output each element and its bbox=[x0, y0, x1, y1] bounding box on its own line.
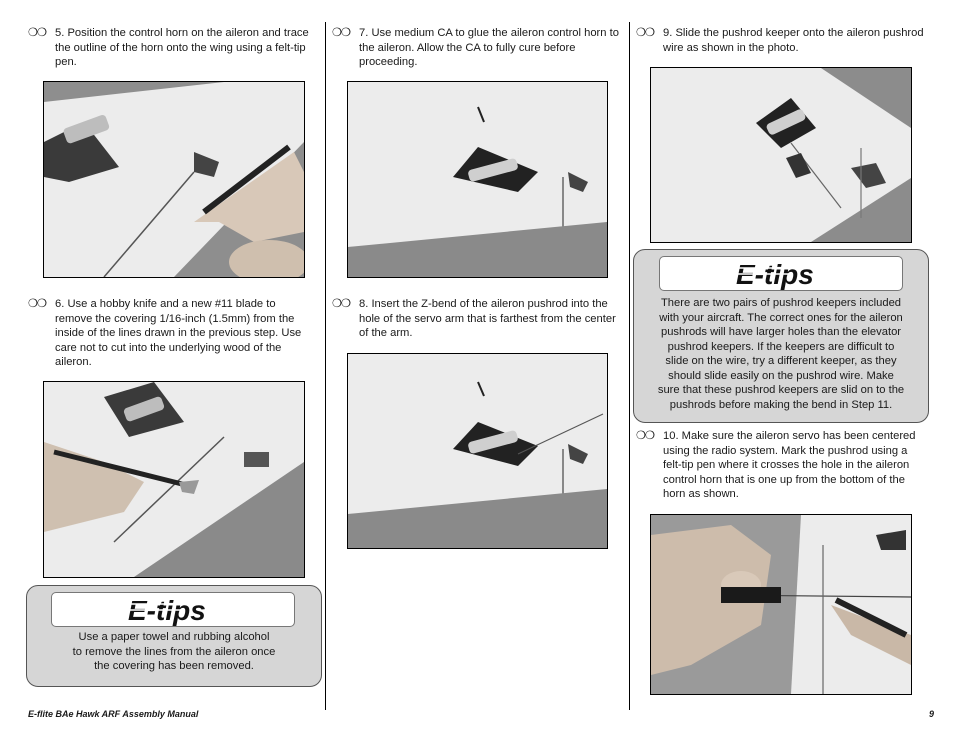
tip-line: should slide easily on the pushrod wire. Make bbox=[668, 369, 894, 382]
step-5 bbox=[28, 26, 313, 70]
step-9 bbox=[636, 26, 926, 55]
etips-logo-text: E-tips bbox=[128, 595, 206, 626]
etips-2-text bbox=[634, 296, 928, 412]
etips-box-2 bbox=[633, 249, 929, 423]
photo-step-8 bbox=[347, 353, 608, 549]
tip-line: pushrods before making the bend in Step 11. bbox=[669, 398, 893, 411]
footer-page-number: 9 bbox=[928, 709, 934, 719]
tip-line: sure that these pushrod keepers are slid on to the bbox=[657, 384, 905, 396]
footer-manual-title: E-flite BAe Hawk ARF Assembly Manual bbox=[28, 709, 199, 719]
etips-box-1 bbox=[26, 585, 322, 687]
step-8 bbox=[332, 297, 622, 341]
photo-step-5 bbox=[43, 81, 305, 278]
checkbox-icon[interactable]: ❍❍ bbox=[636, 430, 655, 442]
step-6-text: 6. Use a hobby knife and a new #11 blade to remove the covering 1/16-inch (1.5mm) from the inside of the lines drawn in the previous step. Use care not to cut into the underlying wood of the aileron. bbox=[55, 298, 302, 368]
photo-step-9 bbox=[650, 67, 912, 243]
tip-line: Use a paper towel and rubbing alcohol bbox=[78, 631, 270, 643]
column-divider-left bbox=[325, 22, 326, 710]
tip-line: with your aircraft. The correct ones for the aileron bbox=[659, 311, 903, 324]
etips-logo-panel bbox=[51, 592, 295, 627]
etips-logo-icon bbox=[660, 257, 902, 290]
column-divider-right bbox=[629, 22, 630, 710]
photo-step-6 bbox=[43, 381, 305, 578]
step-10-text: 10. Make sure the aileron servo has been centered using the radio system. Mark the pushrod using a felt-tip pen where it crosses the hole in the aileron control horn that is one up from the bottom of the horn as shown. bbox=[663, 430, 916, 500]
step-7 bbox=[332, 26, 622, 70]
checkbox-icon[interactable]: ❍❍ bbox=[332, 298, 351, 310]
step-5-text: 5. Position the control horn on the aileron and trace the outline of the horn onto the wing using a felt-tip pen. bbox=[55, 27, 309, 68]
etips-logo-panel bbox=[659, 256, 903, 291]
photo-step-10 bbox=[650, 514, 912, 695]
step-8-text: 8. Insert the Z-bend of the aileron pushrod into the hole of the servo arm that is farthest from the center of the arm. bbox=[359, 298, 616, 339]
tip-line: slide on the wire, try a different keeper, as they bbox=[665, 355, 897, 367]
etips-logo-icon bbox=[52, 593, 294, 626]
step-6 bbox=[28, 297, 313, 370]
tip-line: There are two pairs of pushrod keepers included bbox=[660, 297, 902, 309]
photo-step-7 bbox=[347, 81, 608, 278]
tip-line: to remove the lines from the aileron once bbox=[72, 645, 276, 658]
step-10 bbox=[636, 429, 926, 502]
tip-line: pushrod keepers. If the keepers are difficult to bbox=[667, 340, 895, 353]
etips-logo-text: E-tips bbox=[736, 259, 814, 290]
checkbox-icon[interactable]: ❍❍ bbox=[636, 27, 655, 39]
tip-line: pushrods will have larger holes than the elevator bbox=[660, 326, 902, 338]
step-9-text: 9. Slide the pushrod keeper onto the aileron pushrod wire as shown in the photo. bbox=[663, 27, 924, 54]
step-7-text: 7. Use medium CA to glue the aileron control horn to the aileron. Allow the CA to fully cure before proceeding. bbox=[359, 27, 619, 68]
tip-line: the covering has been removed. bbox=[94, 660, 254, 672]
checkbox-icon[interactable]: ❍❍ bbox=[28, 27, 47, 39]
checkbox-icon[interactable]: ❍❍ bbox=[28, 298, 47, 310]
checkbox-icon[interactable]: ❍❍ bbox=[332, 27, 351, 39]
etips-1-text bbox=[27, 630, 321, 674]
